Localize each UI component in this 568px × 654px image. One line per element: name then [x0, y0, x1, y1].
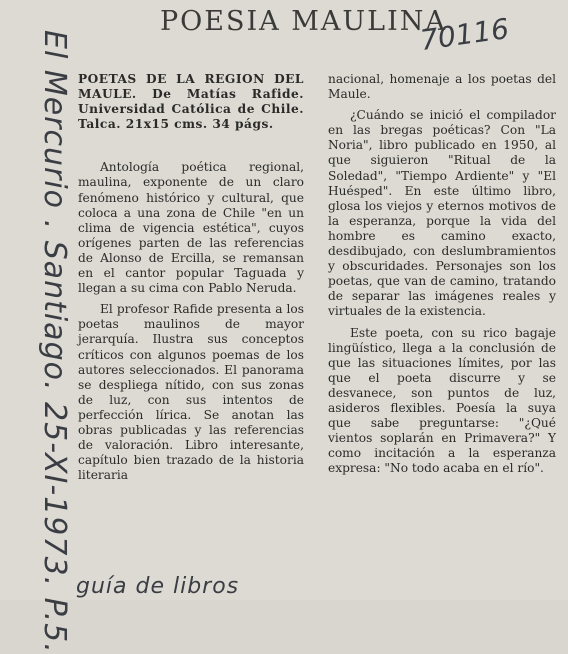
paragraph-2: El profesor Rafide presenta a los poetas maulinos de mayor jerarquía. Ilustra sus conceptos críticos con algunos poemas de los autores seleccionados. El panorama se despliega nítido, con sus zonas de luz, con sus intentos de perfección lírica. Se anotan las obras publicadas y las referencias de valoración. Libro interesante, capítulo bien trazado de la historia literaria: [78, 302, 304, 483]
paragraph-3: ¿Cuándo se inició el compilador en las bregas poéticas? Con "La Noria", libro publicado en 1950, al que siguieron "Ritual de la Soledad", "Tiempo Ardiente" y "El Huésped". En este último libro, glosa los viejos y eternos motivos de la esperanza, porque la vida del hombre es camino exacto, desdibujado, con deslumbramientos y obscuridades. Personajes son los poetas, que van de camino, tratando de separar las imágenes reales y virtuales de la existencia.: [328, 108, 556, 319]
book-heading: POETAS DE LA REGION DEL MAULE. De Matías Rafide. Universidad Católica de Chile. Talca. 21x15 cms. 34 págs.: [78, 72, 304, 132]
paragraph-1: Antología poética regional, maulina, exponente de un claro fenómeno histórico y cultural, que coloca a una zona de Chile "en un clima de vigencia estética", cuyos orígenes parten de las referencias de Alonso de Ercilla, se remansan en el cantor popular Taguada y llegan a su cima con Pablo Neruda.: [78, 160, 304, 296]
paragraph-2-continued: nacional, homenaje a los poetas del Maule.: [328, 72, 556, 102]
handwritten-section-note: guía de libros: [76, 574, 240, 599]
article-title: POESIA MAULINA: [160, 6, 447, 37]
paragraph-4: Este poeta, con su rico bagaje lingüístico, llega a la conclusión de que las situaciones límites, por las que el poeta discurre y se desvanece, son puntos de luz, asideros flexibles. Poesía la suya que sabe preguntarse: "¿Qué vientos soplarán en Primavera?" Y como incitación a la esperanza expresa: "No todo acaba en el río".: [328, 325, 556, 476]
handwritten-source-note: El Mercurio . Santiago. 25-XI-1973. P.5.: [37, 30, 72, 654]
column-right: [328, 72, 556, 482]
column-left: [78, 72, 304, 489]
handwritten-catalog-number: 70116: [418, 11, 511, 58]
